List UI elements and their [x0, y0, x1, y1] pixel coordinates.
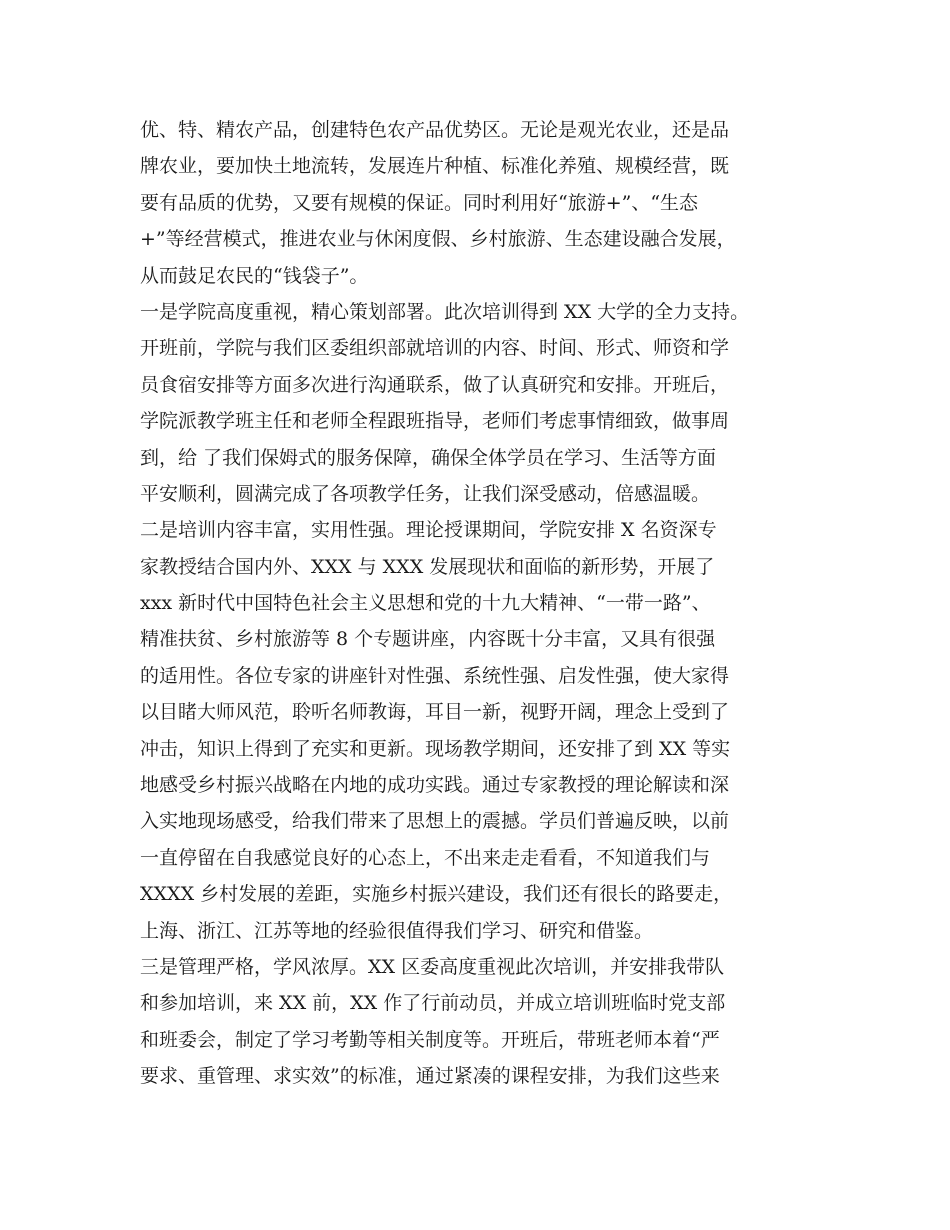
text-line: 学院派教学班主任和老师全程跟班指导，老师们考虑事情细致，做事周 [140, 410, 730, 433]
body-text [140, 112, 840, 1095]
section-heading-line: 二是培训内容丰富，实用性强。理论授课期间，学院安排 X 名资深专 [140, 519, 717, 542]
text-line: +”等经营模式，推进农业与休闲度假、乡村旅游、生态建设融合发展， [140, 228, 736, 251]
text-line: 冲击，知识上得到了充实和更新。现场教学期间，还安排了到 XX 等实 [140, 737, 731, 760]
text-line: 地感受乡村振兴战略在内地的成功实践。通过专家教授的理论解读和深 [140, 774, 730, 797]
text-line: 精准扶贫、乡村旅游等 8 个专题讲座，内容既十分丰富，又具有很强 [140, 628, 716, 651]
text-line: 一直停留在自我感觉良好的心态上，不出来走走看看，不知道我们与 [140, 846, 711, 869]
text-line: 平安顺利，圆满完成了各项教学任务，让我们深受感动，倍感温暖。 [140, 482, 711, 505]
text-line: 到，给 了我们保姆式的服务保障，确保全体学员在学习、生活等方面 [140, 446, 717, 469]
text-line: 开班前，学院与我们区委组织部就培训的内容、时间、形式、师资和学 [140, 337, 730, 360]
section-heading-line: 一是学院高度重视，精心策划部署。此次培训得到 XX 大学的全力支持。 [140, 300, 750, 323]
text-line: 员食宿安排等方面多次进行沟通联系，做了认真研究和安排。开班后， [140, 373, 730, 396]
text-line: 上海、浙江、江苏等地的经验很值得我们学习、研究和借鉴。 [140, 919, 654, 942]
text-line: 优、特、精农产品，创建特色农产品优势区。无论是观光农业，还是品 [140, 119, 730, 141]
text-line: 家教授结合国内外、XXX 与 XXX 发展现状和面临的新形势，开展了 [140, 555, 715, 578]
section-heading-line: 三是管理严格，学风浓厚。XX 区委高度重视此次培训，并安排我带队 [140, 955, 725, 978]
text-line: xxx 新时代中国特色社会主义思想和党的十九大精神、“一带一路”、 [140, 592, 711, 615]
text-line: 以目睹大师风范，聆听名师教诲，耳目一新，视野开阔，理念上受到了 [140, 701, 730, 724]
text-line: 入实地现场感受，给我们带来了思想上的震撼。学员们普遍反映，以前 [140, 810, 730, 833]
text-line: XXXX 乡村发展的差距，实施乡村振兴建设，我们还有很长的路要走， [140, 883, 733, 906]
text-line: 要求、重管理、求实效”的标准，通过紧凑的课程安排，为我们这些来 [140, 1065, 720, 1088]
text-line: 和参加培训，来 XX 前，XX 作了行前动员，并成立培训班临时党支部 [140, 992, 726, 1015]
text-line: 牌农业，要加快土地流转，发展连片种植、标准化养殖、规模经营，既 [140, 155, 730, 178]
text-line: 的适用性。各位专家的讲座针对性强、系统性强、启发性强，使大家得 [140, 664, 730, 687]
text-line: 要有品质的优势，又要有规模的保证。同时利用好“旅游+”、“生态 [140, 191, 699, 214]
text-line: 从而鼓足农民的“钱袋子”。 [140, 264, 369, 287]
text-line: 和班委会，制定了学习考勤等相关制度等。开班后，带班老师本着“严 [140, 1028, 720, 1051]
